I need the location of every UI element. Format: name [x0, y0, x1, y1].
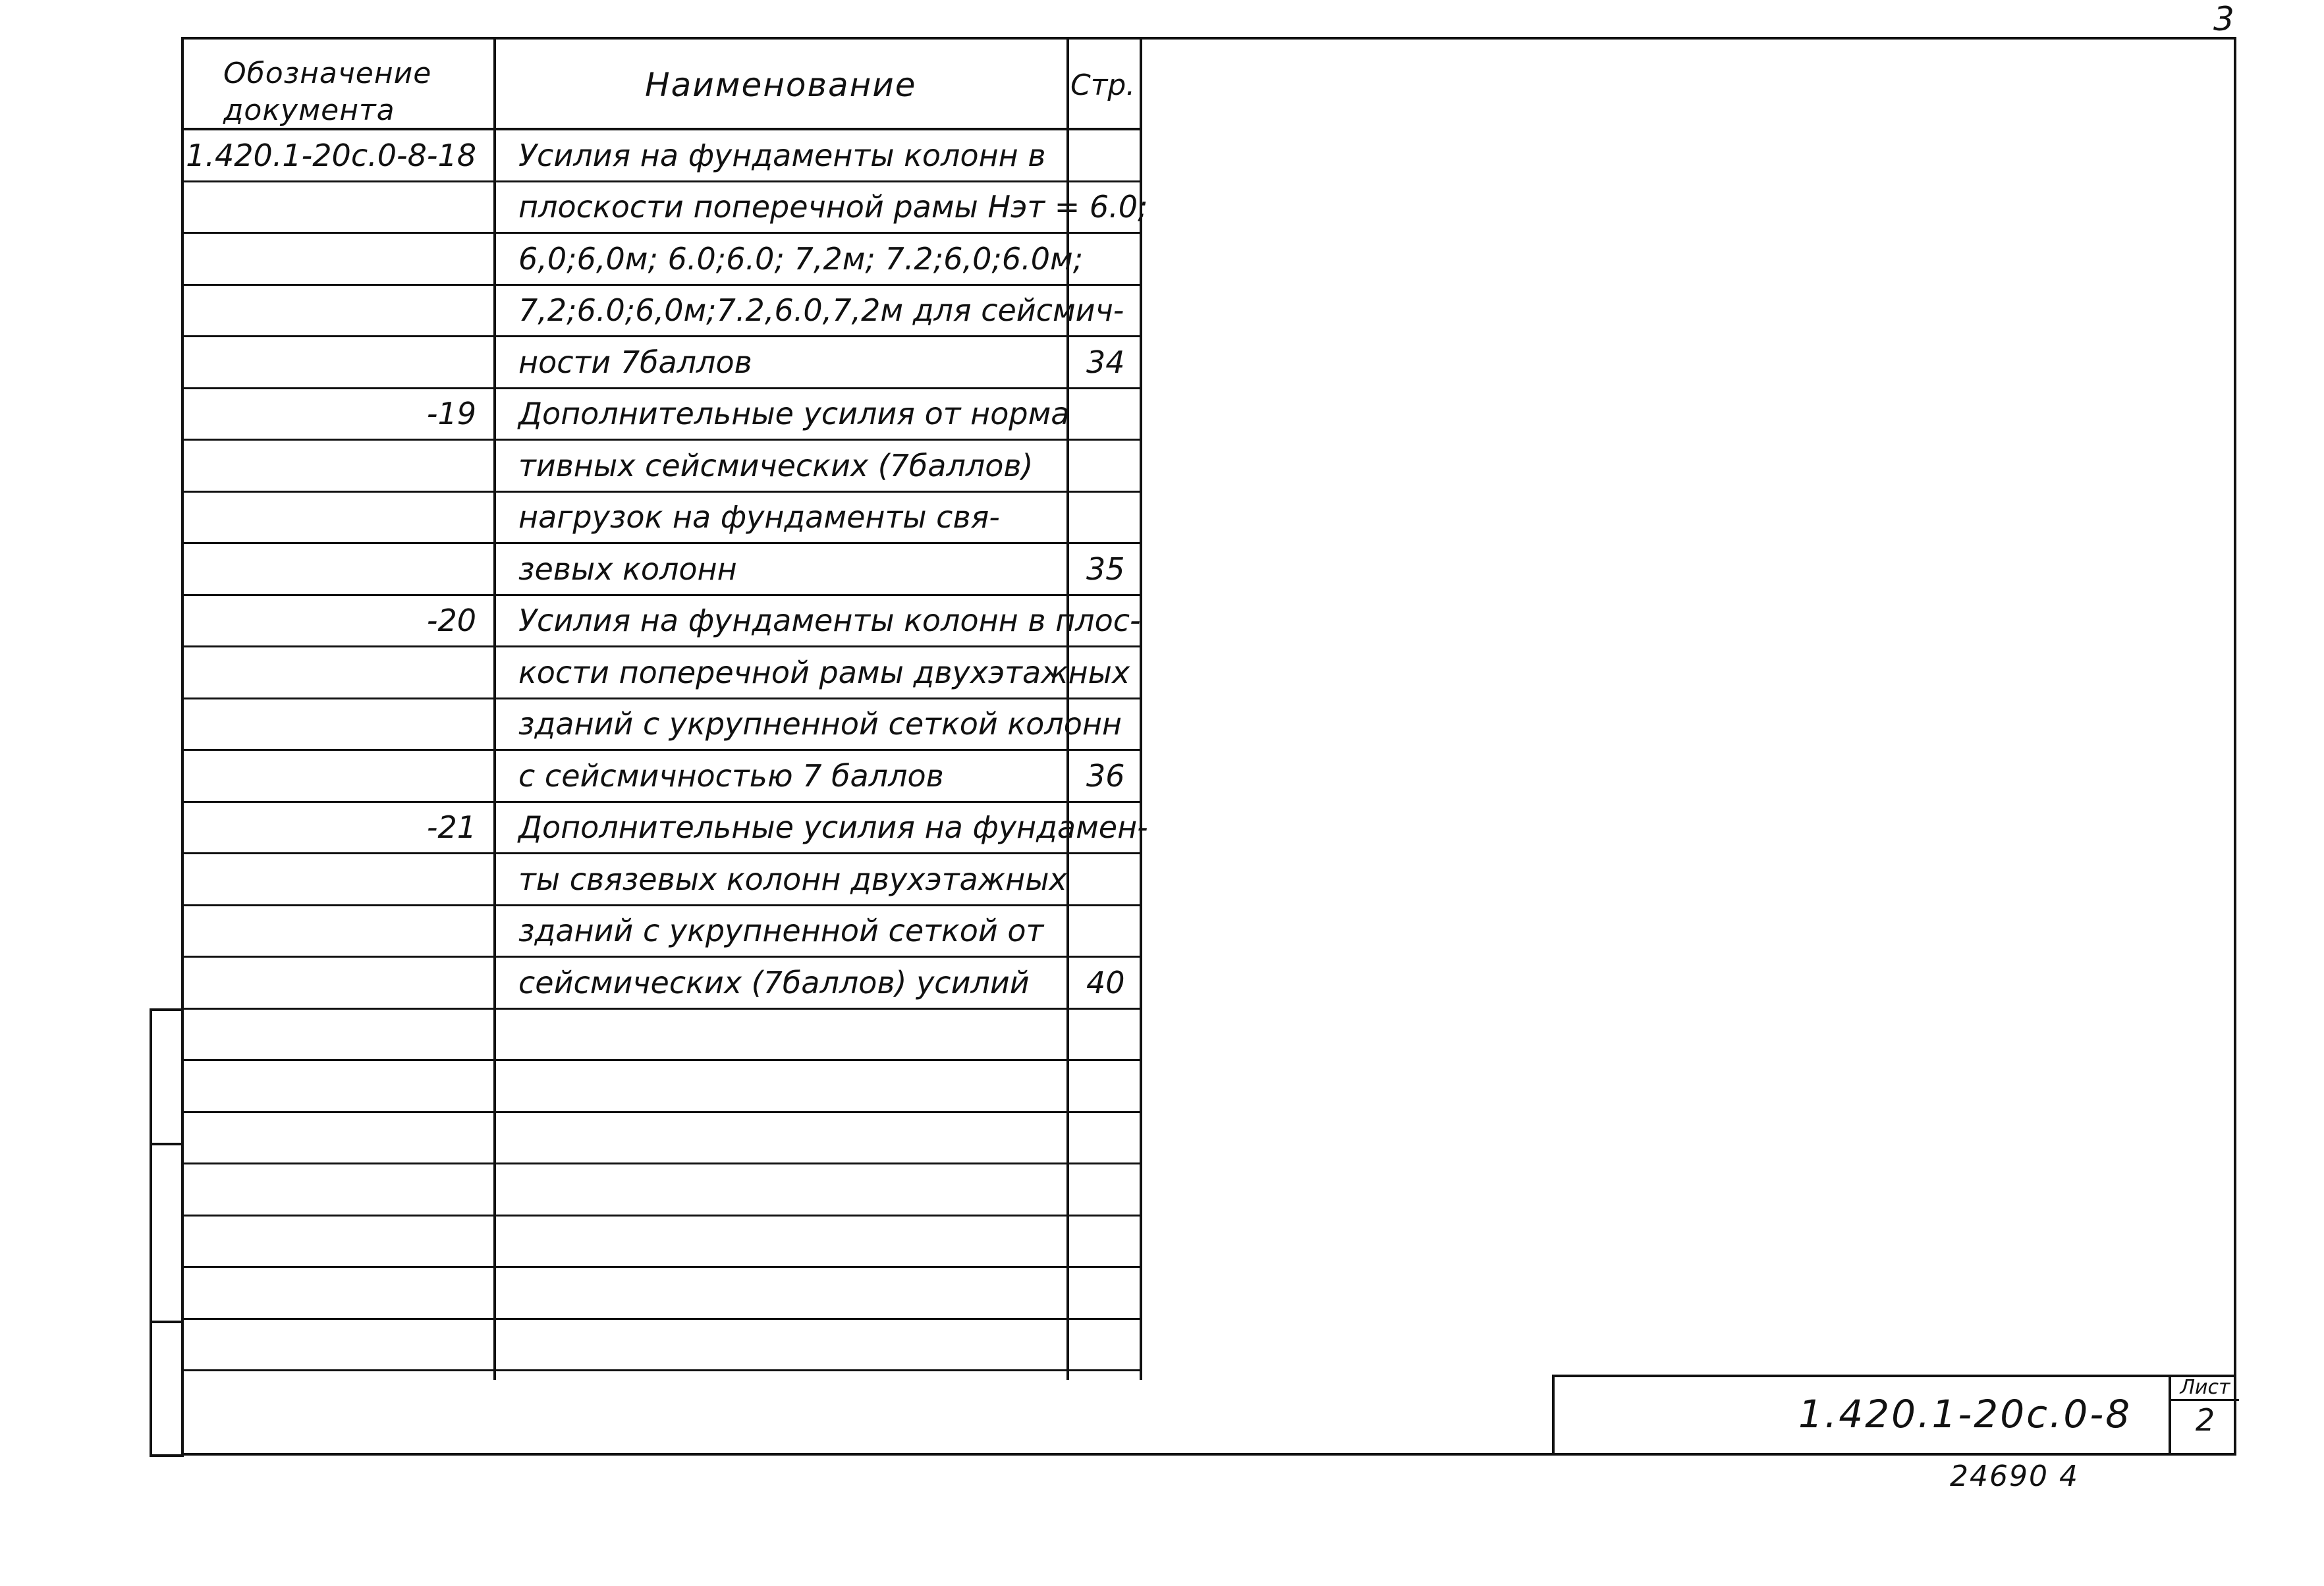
row-page: [1066, 906, 1140, 956]
row-page: [1066, 1061, 1140, 1111]
table-row: [184, 854, 1140, 906]
header-page: Стр.: [1070, 68, 1136, 102]
row-page: [1066, 1320, 1140, 1370]
row-name: [493, 1010, 1061, 1060]
sheet-box: [2169, 1375, 2239, 1456]
table-header: [184, 40, 1140, 130]
row-name: Усилия на фундаменты колонн в плос-: [518, 603, 1141, 639]
table-row: [184, 1113, 1140, 1165]
row-doc-designation: -19: [426, 396, 476, 432]
row-name: ты связевых колонн двухэтажных: [518, 861, 1067, 897]
row-page: [1066, 596, 1140, 646]
table-row: [184, 441, 1140, 493]
row-page: [1066, 286, 1140, 336]
row-name: [493, 1164, 1061, 1215]
row-doc-designation: [184, 854, 488, 904]
table-row: [184, 1164, 1140, 1217]
table-row: [184, 647, 1140, 699]
row-doc-designation: 1.420.1-20с.0-8-18: [186, 137, 476, 173]
row-doc-designation: [184, 441, 488, 491]
table-row: [184, 182, 1148, 234]
table-row: [184, 1217, 1140, 1269]
table-row: [184, 751, 1140, 803]
table-row: [184, 958, 1140, 1010]
table-row: [184, 1061, 1140, 1113]
column-line-doc: [493, 40, 496, 1380]
row-page: [1066, 130, 1140, 180]
row-name: [493, 1320, 1061, 1370]
row-page: [1066, 1113, 1140, 1163]
table-row: [184, 493, 1140, 545]
row-page: [1066, 441, 1140, 491]
header-doc-designation: Обозначение документа: [223, 57, 432, 127]
row-page: [1066, 1268, 1140, 1318]
row-name: Дополнительные усилия от норма: [518, 396, 1070, 432]
row-doc-designation: [184, 1164, 488, 1215]
row-doc-designation: [184, 234, 488, 284]
row-doc-designation: [184, 182, 488, 232]
row-doc-designation: -20: [426, 603, 476, 639]
header-name: Наименование: [645, 66, 917, 104]
row-page: [1066, 1164, 1140, 1215]
row-doc-designation: [184, 1320, 488, 1370]
row-name: 6,0;6,0м; 6.0;6.0; 7,2м; 7.2;6,0;6.0м;: [518, 240, 1084, 277]
row-doc-designation: [184, 493, 488, 543]
table-row: [184, 389, 1140, 441]
row-name: сейсмических (7баллов) усилий: [518, 964, 1030, 1000]
row-doc-designation: [184, 337, 488, 387]
row-doc-designation: [184, 286, 488, 336]
sheet-label: Лист: [2171, 1375, 2239, 1401]
row-name: зевых колонн: [518, 551, 737, 587]
row-page: [1066, 647, 1140, 697]
row-doc-designation: [184, 1268, 488, 1318]
row-page: [1066, 182, 1140, 232]
row-name: Усилия на фундаменты колонн в: [518, 137, 1046, 173]
row-doc-designation: [184, 906, 488, 956]
row-name: ности 7баллов: [518, 344, 752, 380]
row-name: с сейсмичностью 7 баллов: [518, 757, 944, 794]
binding-strip-divider: [150, 1321, 182, 1323]
row-doc-designation: [184, 1217, 488, 1267]
binding-strip-divider: [150, 1143, 182, 1145]
row-name: нагрузок на фундаменты свя-: [518, 499, 1000, 535]
row-name: Дополнительные усилия на фундамен-: [518, 809, 1148, 846]
row-name: [493, 1217, 1061, 1267]
table-row: [184, 1268, 1140, 1320]
row-page: [1066, 1010, 1140, 1060]
table-row: [184, 699, 1140, 752]
inventory-number: 24690 4: [1950, 1460, 2079, 1493]
row-page: 35: [1086, 551, 1125, 587]
row-doc-designation: [184, 1010, 488, 1060]
row-name: плоскости поперечной рамы Нэт = 6.0;: [518, 189, 1148, 225]
table-row: [184, 906, 1140, 958]
row-doc-designation: [184, 1061, 488, 1111]
table-row: [184, 337, 1140, 389]
row-page: 34: [1086, 344, 1125, 380]
column-line-page: [1140, 40, 1142, 1380]
table-row: [184, 1320, 1140, 1372]
page-corner-number: 3: [2213, 0, 2234, 38]
row-name: 7,2;6.0;6,0м;7.2,6.0,7,2м для сейсмич-: [518, 292, 1124, 329]
binding-strip: [150, 1008, 184, 1457]
title-block: [1552, 1375, 2236, 1456]
table-row: [184, 130, 1140, 182]
column-line-name: [1066, 40, 1069, 1380]
table-row: [184, 286, 1140, 338]
table-row: [184, 596, 1140, 648]
sheet-number: 2: [2195, 1402, 2215, 1438]
table-row: [184, 1010, 1140, 1062]
column-line-left: [181, 40, 184, 1380]
row-doc-designation: [184, 1113, 488, 1163]
row-doc-designation: [184, 544, 488, 594]
table-row: [184, 234, 1140, 286]
row-name: [493, 1113, 1061, 1163]
row-doc-designation: [184, 958, 488, 1008]
row-name: тивных сейсмических (7баллов): [518, 447, 1034, 483]
row-name: [493, 1061, 1061, 1111]
row-doc-designation: [184, 647, 488, 697]
row-page: [1066, 493, 1140, 543]
table-row: [184, 544, 1140, 596]
row-name: зданий с укрупненной сеткой от: [518, 913, 1044, 949]
row-doc-designation: [184, 699, 488, 750]
row-doc-designation: -21: [426, 809, 476, 846]
row-page: [1066, 803, 1140, 853]
document-code: 1.420.1-20с.0-8: [1798, 1392, 2132, 1436]
row-name: зданий с укрупненной сеткой колонн: [518, 706, 1122, 742]
row-page: [1066, 389, 1140, 439]
table-row: [184, 803, 1148, 855]
row-page: [1066, 699, 1140, 750]
row-page: 40: [1086, 964, 1125, 1000]
row-page: 36: [1086, 757, 1125, 794]
row-page: [1066, 854, 1140, 904]
row-page: [1066, 1217, 1140, 1267]
row-doc-designation: [184, 751, 488, 801]
row-page: [1066, 234, 1140, 284]
row-name: кости поперечной рамы двухэтажных: [518, 654, 1130, 690]
row-name: [493, 1268, 1061, 1318]
